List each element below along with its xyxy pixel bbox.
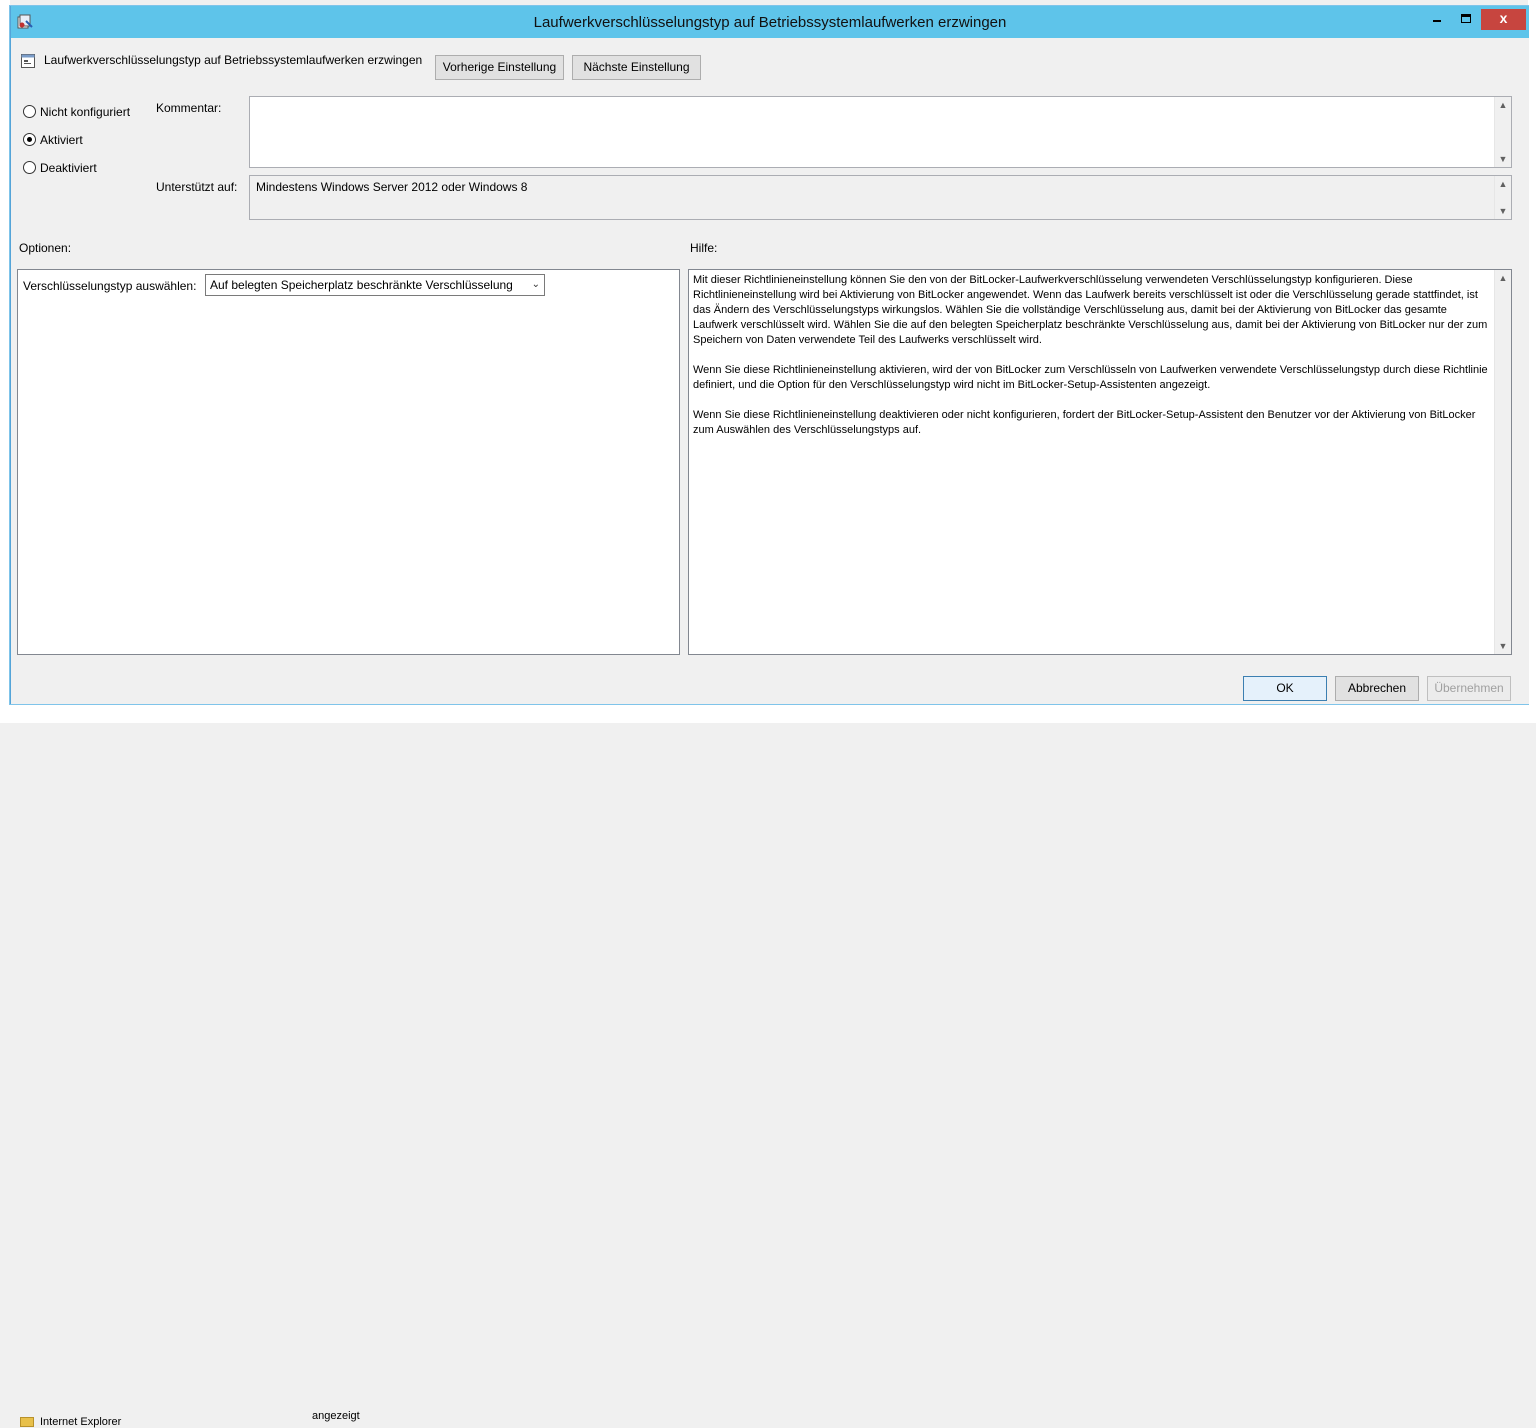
maximize-icon <box>1461 14 1471 23</box>
scroll-up-icon[interactable]: ▲ <box>1498 273 1508 283</box>
maximize-button[interactable] <box>1452 9 1479 30</box>
help-heading: Hilfe: <box>690 241 718 255</box>
help-scrollbar[interactable] <box>1494 270 1511 654</box>
next-setting-label: Nächste Einstellung <box>583 60 690 74</box>
radio-not-configured-circle[interactable] <box>23 105 36 118</box>
background-app-left <box>0 0 10 723</box>
supported-on-field <box>249 175 1512 220</box>
background-app-right <box>1528 0 1536 723</box>
apply-label: Übernehmen <box>1434 681 1504 695</box>
comment-textarea[interactable] <box>249 96 1512 168</box>
ok-button[interactable] <box>1243 676 1327 701</box>
window-title: Laufwerkverschlüsselungstyp auf Betriebssystemlaufwerken erzwingen <box>533 14 1007 31</box>
encryption-type-label: Verschlüsselungstyp auswählen: <box>23 279 197 293</box>
radio-enabled[interactable] <box>23 132 83 148</box>
help-paragraph: Wenn Sie diese Richtlinieneinstellung aktivieren, wird der von BitLocker zum Verschlüsseln von Laufwerken verwendete Verschlüsselungstyp durch diese Richtlinie definiert, und die Option für den Verschlüsselungstyp wird nicht im BitLocker-Setup-Assistenten angezeigt. <box>693 364 1488 391</box>
previous-setting-button[interactable] <box>435 55 564 80</box>
title-bar[interactable] <box>11 6 1529 38</box>
dialog-content <box>11 38 1529 704</box>
supported-on-value: Mindestens Windows Server 2012 oder Windows 8 <box>256 180 528 194</box>
encryption-type-value: Auf belegten Speicherplatz beschränkte Verschlüsselung <box>210 278 513 292</box>
background-text-fragment: angezeigt <box>312 1410 360 1422</box>
next-setting-button[interactable] <box>572 55 701 80</box>
help-paragraph: Wenn Sie diese Richtlinieneinstellung deaktivieren oder nicht konfigurieren, fordert der BitLocker-Setup-Assistent den Benutzer vor der Aktivierung von BitLocker zum Auswählen des Verschlüsselungstyps auf. <box>693 409 1476 436</box>
radio-not-configured[interactable] <box>23 104 130 120</box>
cancel-button[interactable] <box>1335 676 1419 701</box>
folder-icon <box>20 1417 34 1427</box>
close-button[interactable] <box>1481 9 1526 30</box>
close-icon: x <box>1499 10 1508 26</box>
radio-disabled-label: Deaktiviert <box>40 160 97 175</box>
encryption-type-select[interactable] <box>205 274 545 296</box>
radio-disabled-circle[interactable] <box>23 161 36 174</box>
radio-enabled-label: Aktiviert <box>40 132 83 147</box>
policy-title: Laufwerkverschlüsselungstyp auf Betriebssystemlaufwerken erzwingen <box>44 53 423 67</box>
scroll-up-icon[interactable]: ▲ <box>1498 100 1508 110</box>
options-heading: Optionen: <box>19 241 72 255</box>
comment-label: Kommentar: <box>156 101 222 115</box>
supported-on-scrollbar[interactable] <box>1494 176 1511 219</box>
cancel-label: Abbrechen <box>1347 681 1407 695</box>
minimize-button[interactable] <box>1423 9 1450 30</box>
chevron-down-icon: ⌄ <box>531 279 540 290</box>
supported-on-label: Unterstützt auf: <box>156 180 238 194</box>
scroll-down-icon[interactable]: ▼ <box>1498 641 1508 651</box>
background-tree-item[interactable]: Internet Explorer <box>20 1416 121 1428</box>
scroll-up-icon[interactable]: ▲ <box>1498 179 1508 189</box>
radio-disabled[interactable] <box>23 160 97 176</box>
background-app-bottom <box>0 704 1536 1428</box>
previous-setting-label: Vorherige Einstellung <box>442 60 557 74</box>
policy-setting-icon <box>20 53 36 69</box>
apply-button[interactable] <box>1427 676 1511 701</box>
policy-dialog <box>10 6 1528 704</box>
scroll-down-icon[interactable]: ▼ <box>1498 154 1508 164</box>
help-text <box>693 273 1493 453</box>
options-panel <box>17 269 680 655</box>
help-panel <box>688 269 1512 655</box>
scroll-down-icon[interactable]: ▼ <box>1498 206 1508 216</box>
ok-label: OK <box>1276 681 1294 695</box>
comment-scrollbar[interactable] <box>1494 97 1511 167</box>
minimize-icon <box>1433 20 1441 22</box>
radio-not-configured-label: Nicht konfiguriert <box>40 104 131 119</box>
help-paragraph: Mit dieser Richtlinieneinstellung können Sie den von der BitLocker-Laufwerkverschlüsselung verwendeten Verschlüsselungstyp konfigurieren. Diese Richtlinieneinstellung wird bei Aktivierung von BitLocker angewendet. Wenn das Laufwerk bereits verschlüsselt ist oder die Verschlüsselung gerade stattfindet, ist das Ändern des Verschlüsselungstyps wirkungslos. Wählen Sie die vollständige Verschlüsselung aus, damit bei der Aktivierung von BitLocker das gesamte Laufwerk verschlüsselt wird. Wählen Sie die auf den belegten Speicherplatz beschränkte Verschlüsselung aus, damit bei der Aktivierung von BitLocker nur der zum Speichern von Daten verwendete Teil des Laufwerks verschlüsselt wird. <box>693 274 1488 346</box>
radio-enabled-circle[interactable] <box>23 133 36 146</box>
